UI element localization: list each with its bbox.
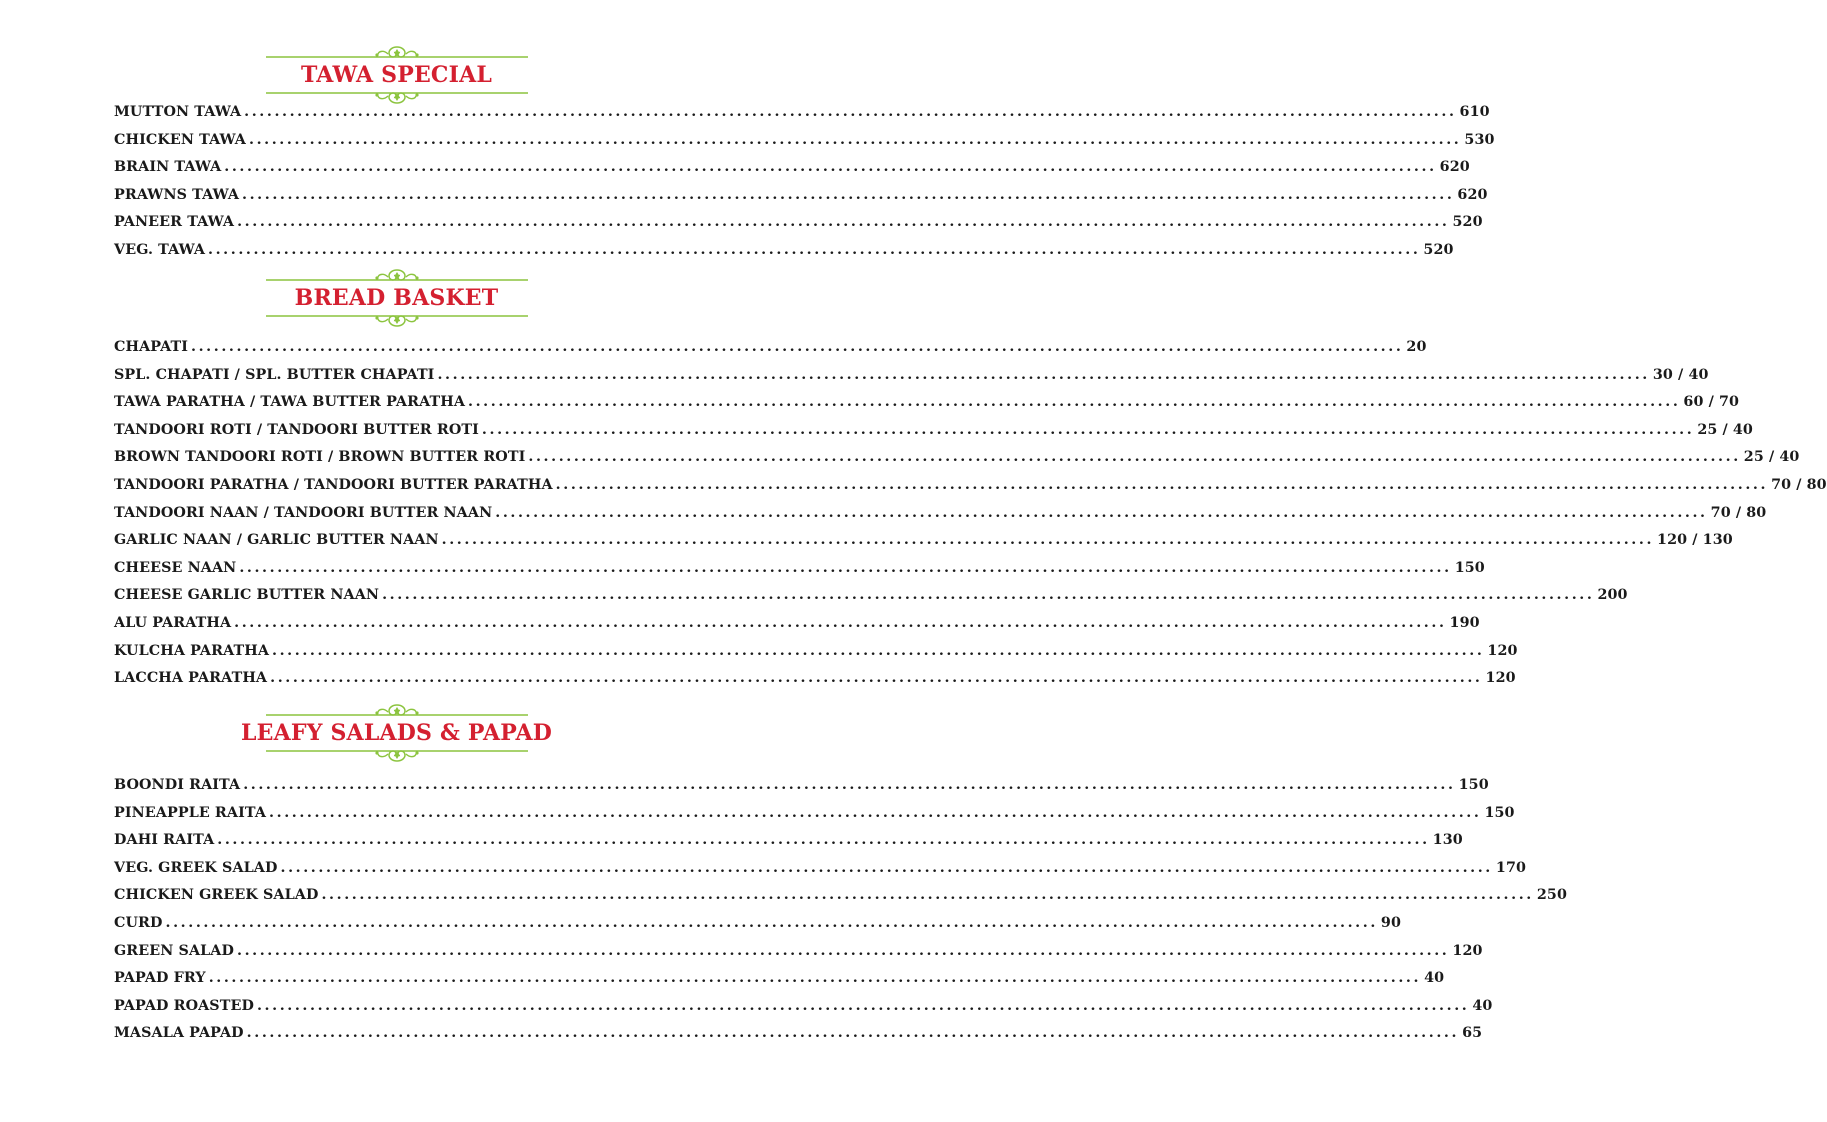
section-header-bread-basket: [0, 269, 793, 327]
menu-item-price: 65: [1462, 1025, 1483, 1042]
menu-item: [114, 500, 1767, 528]
menu-item-price: 150: [1454, 559, 1485, 576]
menu-item-price: 130: [1432, 832, 1463, 849]
dot-leader: ................................................................................................................................................................: [441, 532, 1655, 549]
menu-item-price: 150: [1458, 777, 1489, 793]
ornament-top-icon: [266, 704, 528, 718]
section-header-leafy-salads-papad: [0, 704, 793, 762]
dot-leader: ................................................................................................................................................................: [256, 997, 1470, 1014]
menu-item-name: KULCHA PARATHA: [114, 642, 270, 659]
menu-item: [114, 154, 1470, 182]
dot-leader: ................................................................................................................................................................: [555, 476, 1769, 493]
dot-leader: ................................................................................................................................................................: [242, 186, 1455, 203]
menu-item-price: 120: [1452, 942, 1483, 959]
menu-item-name: CURD: [114, 914, 163, 931]
menu-item-name: PAPAD FRY: [114, 970, 206, 987]
dot-leader: ................................................................................................................................................................: [382, 587, 1595, 604]
dot-leader: ................................................................................................................................................................: [495, 504, 1708, 521]
menu-item-price: 70 / 80: [1710, 504, 1767, 521]
dot-leader: ................................................................................................................................................................: [237, 214, 1450, 231]
menu-item-price: 120: [1487, 642, 1518, 659]
menu-item: [114, 993, 1493, 1021]
menu-item: [114, 237, 1454, 265]
menu-item-name: VEG. TAWA: [114, 241, 206, 258]
menu-item: [114, 444, 1800, 472]
menu-item-name: CHEESE GARLIC BUTTER NAAN: [114, 587, 380, 604]
dot-leader: ................................................................................................................................................................: [244, 104, 1457, 120]
menu-item-name: PINEAPPLE RAITA: [114, 804, 267, 821]
menu-item-price: 520: [1452, 214, 1483, 231]
menu-item: [114, 665, 1516, 693]
dot-leader: ................................................................................................................................................................: [272, 642, 1485, 659]
menu-item: [114, 127, 1495, 155]
ornament-top-icon: [266, 269, 528, 283]
section-title: LEAFY SALADS & PAPAD: [240, 720, 553, 746]
dot-leader: ................................................................................................................................................................: [321, 887, 1534, 904]
menu-item: [114, 638, 1518, 666]
menu-item-price: 620: [1457, 186, 1488, 203]
dot-leader: ................................................................................................................................................................: [224, 159, 1437, 176]
menu-item-price: 170: [1495, 859, 1527, 876]
menu-item: [114, 99, 1490, 127]
menu-item-name: CHICKEN TAWA: [114, 131, 246, 148]
menu-item-name: PRAWNS TAWA: [114, 186, 240, 203]
item-list-tawa-special: [114, 99, 1495, 265]
menu-item: [114, 1020, 1483, 1048]
menu-item: [114, 472, 1827, 500]
dot-leader: ................................................................................................................................................................: [481, 421, 1695, 438]
menu-item: [114, 555, 1485, 583]
menu-item-name: BROWN TANDOORI ROTI / BROWN BUTTER ROTI: [114, 449, 526, 466]
menu-item-price: 610: [1459, 104, 1490, 120]
dot-leader: ................................................................................................................................................................: [468, 394, 1681, 411]
menu-item-price: 250: [1536, 887, 1568, 904]
menu-item-price: 200: [1597, 587, 1628, 604]
menu-item-name: CHAPATI: [114, 339, 189, 355]
dot-leader: ................................................................................................................................................................: [217, 832, 1430, 849]
menu-item-name: BOONDI RAITA: [114, 777, 241, 793]
menu-item-price: 25 / 40: [1697, 421, 1753, 438]
menu-item-price: 150: [1484, 804, 1515, 821]
ornament-bottom-icon: [266, 748, 528, 762]
menu-item-name: CHEESE NAAN: [114, 559, 237, 576]
menu-item: [114, 389, 1740, 417]
menu-item: [114, 965, 1445, 993]
menu-item-price: 90: [1380, 914, 1402, 931]
menu-item-name: TANDOORI PARATHA / TANDOORI BUTTER PARATHA: [114, 476, 553, 493]
menu-item-name: VEG. GREEK SALAD: [114, 859, 278, 876]
menu-item-price: 530: [1464, 131, 1495, 148]
dot-leader: ................................................................................................................................................................: [437, 366, 1650, 383]
ornament-top-icon: [266, 46, 528, 60]
menu-item: [114, 582, 1628, 610]
menu-item-price: 120: [1485, 670, 1516, 687]
dot-leader: ................................................................................................................................................................: [237, 942, 1450, 959]
menu-item: [114, 910, 1402, 938]
dot-leader: ................................................................................................................................................................: [249, 131, 1462, 148]
menu-item: [114, 800, 1515, 828]
menu-item: [114, 334, 1427, 362]
menu-item: [114, 182, 1488, 210]
dot-leader: ................................................................................................................................................................: [243, 777, 1456, 793]
menu-item-name: BRAIN TAWA: [114, 159, 222, 176]
menu-item: [114, 527, 1733, 555]
menu-item: [114, 938, 1483, 966]
section-title: TAWA SPECIAL: [300, 62, 493, 88]
menu-item: [114, 882, 1568, 910]
dot-leader: ................................................................................................................................................................: [528, 449, 1741, 466]
menu-item-price: 120 / 130: [1657, 532, 1733, 549]
menu-item-name: DAHI RAITA: [114, 832, 215, 849]
menu-item-price: 40: [1424, 970, 1445, 987]
dot-leader: ................................................................................................................................................................: [269, 804, 1482, 821]
menu-item-name: LACCHA PARATHA: [114, 670, 268, 687]
dot-leader: ................................................................................................................................................................: [234, 614, 1447, 631]
dot-leader: ................................................................................................................................................................: [280, 859, 1493, 876]
menu-item-name: PANEER TAWA: [114, 214, 235, 231]
menu-item-name: ALU PARATHA: [114, 614, 232, 631]
dot-leader: ................................................................................................................................................................: [165, 914, 1378, 931]
dot-leader: ................................................................................................................................................................: [270, 670, 1483, 687]
menu-item-name: TANDOORI NAAN / TANDOORI BUTTER NAAN: [114, 504, 493, 521]
menu-item-price: 620: [1439, 159, 1470, 176]
menu-item-name: GARLIC NAAN / GARLIC BUTTER NAAN: [114, 532, 439, 549]
dot-leader: ................................................................................................................................................................: [239, 559, 1452, 576]
menu-item: [114, 209, 1483, 237]
menu-item-price: 520: [1423, 241, 1454, 258]
menu-item-price: 60 / 70: [1683, 394, 1740, 411]
menu-item-name: TAWA PARATHA / TAWA BUTTER PARATHA: [114, 394, 466, 411]
ornament-bottom-icon: [266, 313, 528, 327]
dot-leader: ................................................................................................................................................................: [208, 241, 1421, 258]
menu-item-price: 190: [1449, 614, 1480, 631]
section-title: BREAD BASKET: [294, 285, 499, 311]
menu-item: [114, 417, 1753, 445]
menu-item-name: MASALA PAPAD: [114, 1025, 244, 1042]
menu-item: [114, 772, 1489, 800]
menu-item: [114, 827, 1463, 855]
menu-item-price: 30 / 40: [1652, 366, 1709, 383]
menu-item-name: CHICKEN GREEK SALAD: [114, 887, 319, 904]
menu-item-name: SPL. CHAPATI / SPL. BUTTER CHAPATI: [114, 366, 435, 383]
dot-leader: ................................................................................................................................................................: [208, 970, 1422, 987]
menu-item-price: 25 / 40: [1743, 449, 1800, 466]
menu-item-price: 70 / 80: [1771, 476, 1827, 493]
dot-leader: ................................................................................................................................................................: [246, 1025, 1460, 1042]
dot-leader: ................................................................................................................................................................: [191, 339, 1404, 355]
menu-item-name: PAPAD ROASTED: [114, 997, 254, 1014]
menu-item-price: 20: [1406, 339, 1427, 355]
menu-item-price: 40: [1472, 997, 1493, 1014]
menu-item: [114, 855, 1527, 883]
item-list-leafy-salads-papad: [114, 772, 1568, 1048]
section-header-tawa-special: [0, 46, 793, 104]
menu-item-name: TANDOORI ROTI / TANDOORI BUTTER ROTI: [114, 421, 479, 438]
item-list-bread-basket: [114, 334, 1827, 693]
menu-item-name: GREEN SALAD: [114, 942, 234, 959]
menu-item: [114, 610, 1480, 638]
menu-item-name: MUTTON TAWA: [114, 104, 242, 120]
menu-item: [114, 362, 1709, 390]
